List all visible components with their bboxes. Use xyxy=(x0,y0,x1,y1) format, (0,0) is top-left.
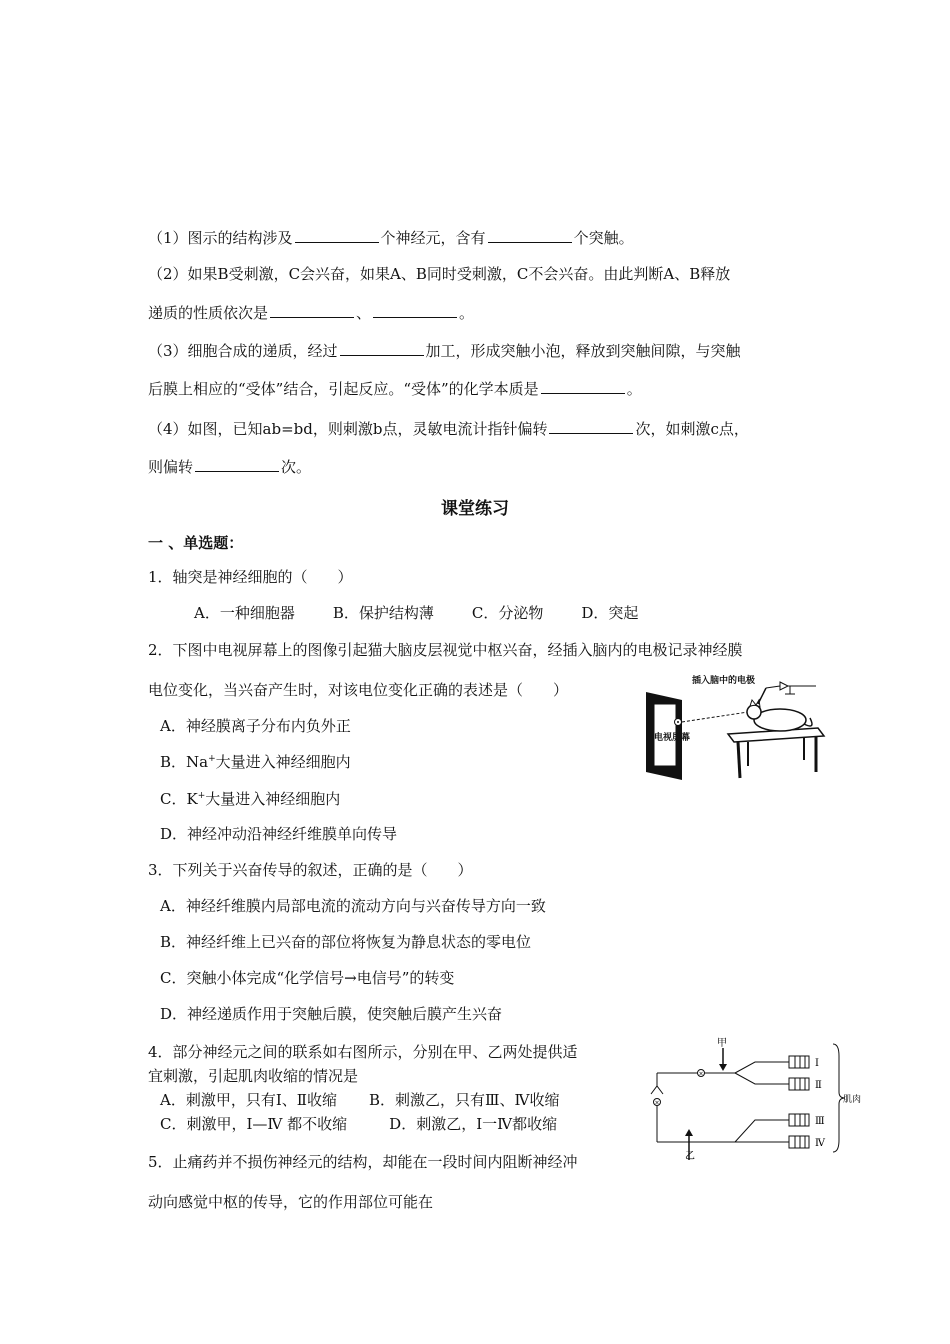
answer-blank[interactable] xyxy=(340,340,424,356)
question-4-options-row2 xyxy=(160,1114,557,1134)
option-b-pre: B．Na xyxy=(160,753,209,771)
option-c[interactable]: C．刺激甲，Ⅰ—Ⅳ 都不收缩 xyxy=(160,1115,348,1133)
roman-4: Ⅳ xyxy=(815,1138,825,1149)
question-3-option-d[interactable]: D．神经递质作用于突触后膜，使突触后膜产生兴奋 xyxy=(160,1005,503,1023)
question-4-options-row1 xyxy=(160,1090,559,1110)
superscript-plus: + xyxy=(197,791,206,801)
answer-blank[interactable] xyxy=(295,227,379,243)
cat-tv-figure xyxy=(640,670,830,785)
q3-text-b: 加工，形成突触小泡，释放到突触间隙，与突触 xyxy=(425,342,741,360)
fill-question-4-line2 xyxy=(148,456,311,477)
fill-question-2-line2 xyxy=(148,302,474,323)
q1-text-c: 个突触。 xyxy=(573,229,634,247)
option-b-post: 大量进入神经细胞内 xyxy=(215,753,351,771)
option-a[interactable]: A．刺激甲，只有Ⅰ、Ⅱ收缩 xyxy=(160,1091,337,1109)
roman-1: Ⅰ xyxy=(815,1058,819,1069)
question-2-option-a[interactable]: A．神经膜离子分布内负外正 xyxy=(160,717,351,735)
question-1-options xyxy=(194,603,638,623)
roman-2: Ⅱ xyxy=(815,1080,822,1091)
question-5-stem-line1: 5．止痛药并不损伤神经元的结构，却能在一段时间内阻断神经冲 xyxy=(148,1153,578,1171)
label-yi: 乙 xyxy=(685,1151,695,1160)
question-3-option-a[interactable]: A．神经纤维膜内局部电流的流动方向与兴奋传导方向一致 xyxy=(160,897,546,915)
option-c-pre: C．K xyxy=(160,790,198,808)
muscle-block xyxy=(789,1114,809,1126)
fill-question-2-line1: （2）如果B受刺激，C会兴奋，如果A、B同时受刺激，C不会兴奋。由此判断A、B释放 xyxy=(148,265,731,283)
fill-question-1 xyxy=(148,227,634,248)
answer-blank[interactable] xyxy=(195,456,279,472)
q1-text-b: 个神经元，含有 xyxy=(380,229,486,247)
q4-text-b: 次，如刺激c点， xyxy=(635,420,749,438)
option-c[interactable]: C．分泌物 xyxy=(471,604,544,622)
question-2-option-c[interactable] xyxy=(160,789,340,809)
option-d[interactable]: D．突起 xyxy=(581,604,639,622)
question-4-stem-line2: 宜刺激，引起肌肉收缩的情况是 xyxy=(148,1067,359,1085)
practice-title: 课堂练习 xyxy=(441,499,509,519)
question-3-option-b[interactable]: B．神经纤维上已兴奋的部位将恢复为静息状态的零电位 xyxy=(160,933,532,951)
q2-text: 递质的性质依次是 xyxy=(148,304,269,322)
cat-body xyxy=(754,709,806,731)
svg-text:×: × xyxy=(698,1070,704,1078)
answer-blank[interactable] xyxy=(373,302,457,318)
q4-text-d: 次。 xyxy=(281,458,312,476)
neuron-circuit-figure xyxy=(645,1036,865,1160)
svg-text:×: × xyxy=(654,1099,660,1107)
superscript-plus: + xyxy=(208,754,216,764)
answer-blank[interactable] xyxy=(488,227,572,243)
screen-label: 电视屏幕 xyxy=(654,733,691,743)
question-2-option-d[interactable]: D．神经冲动沿神经纤维膜单向传导 xyxy=(160,825,398,843)
question-3-option-c[interactable]: C．突触小体完成“化学信号→电信号”的转变 xyxy=(160,969,455,987)
q3-text-c: 后膜上相应的“受体”结合，引起反应。“受体”的化学本质是 xyxy=(148,380,539,398)
sight-line xyxy=(682,712,748,722)
answer-blank[interactable] xyxy=(549,418,633,434)
fill-question-4-line1 xyxy=(148,418,749,439)
option-d[interactable]: D．刺激乙，Ⅰ一Ⅳ都收缩 xyxy=(389,1115,558,1133)
muscle-block xyxy=(789,1078,809,1090)
question-1-stem: 1．轴突是神经细胞的（ ） xyxy=(148,568,353,586)
q2-sep: 、 xyxy=(356,304,372,322)
q4-text-a: （4）如图，已知ab=bd，则刺激b点，灵敏电流计指针偏转 xyxy=(148,420,548,438)
muscle-block xyxy=(789,1056,809,1068)
option-a[interactable]: A．一种细胞器 xyxy=(194,604,295,622)
fill-question-3-line2 xyxy=(148,378,642,399)
question-2-stem-line2: 电位变化，当兴奋产生时，对该电位变化正确的表述是（ ） xyxy=(148,681,569,699)
question-5-stem-line2: 动向感觉中枢的传导，它的作用部位可能在 xyxy=(148,1193,434,1211)
electrode xyxy=(758,688,766,704)
roman-3: Ⅲ xyxy=(815,1116,825,1127)
option-b[interactable]: B．保护结构薄 xyxy=(332,604,434,622)
question-3-stem: 3．下列关于兴奋传导的叙述，正确的是（ ） xyxy=(148,861,473,879)
electrode-label: 插入脑中的电极 xyxy=(692,676,756,686)
q1-text-a: （1）图示的结构涉及 xyxy=(148,229,293,247)
section-heading: 一 、单选题： xyxy=(148,534,244,552)
question-2-option-b[interactable] xyxy=(160,752,351,772)
q4-text-c: 则偏转 xyxy=(148,458,194,476)
question-4-stem-line1: 4．部分神经元之间的联系如右图所示，分别在甲、乙两处提供适 xyxy=(148,1043,578,1061)
q3-text-a: （3）细胞合成的递质，经过 xyxy=(148,342,338,360)
fill-question-3-line1 xyxy=(148,340,741,361)
option-b[interactable]: B．刺激乙，只有Ⅲ、Ⅳ收缩 xyxy=(368,1091,560,1109)
answer-blank[interactable] xyxy=(270,302,354,318)
question-2-stem-line1: 2．下图中电视屏幕上的图像引起猫大脑皮层视觉中枢兴奋，经插入脑内的电极记录神经膜 xyxy=(148,641,743,659)
q2-end: 。 xyxy=(459,304,475,322)
q3-text-d: 。 xyxy=(626,380,642,398)
muscle-block xyxy=(789,1136,809,1148)
option-c-post: 大量进入神经细胞内 xyxy=(205,790,341,808)
label-jia: 甲 xyxy=(717,1038,727,1049)
muscle-label: 肌肉 xyxy=(843,1095,862,1105)
answer-blank[interactable] xyxy=(541,378,625,394)
cat-head xyxy=(747,705,761,719)
